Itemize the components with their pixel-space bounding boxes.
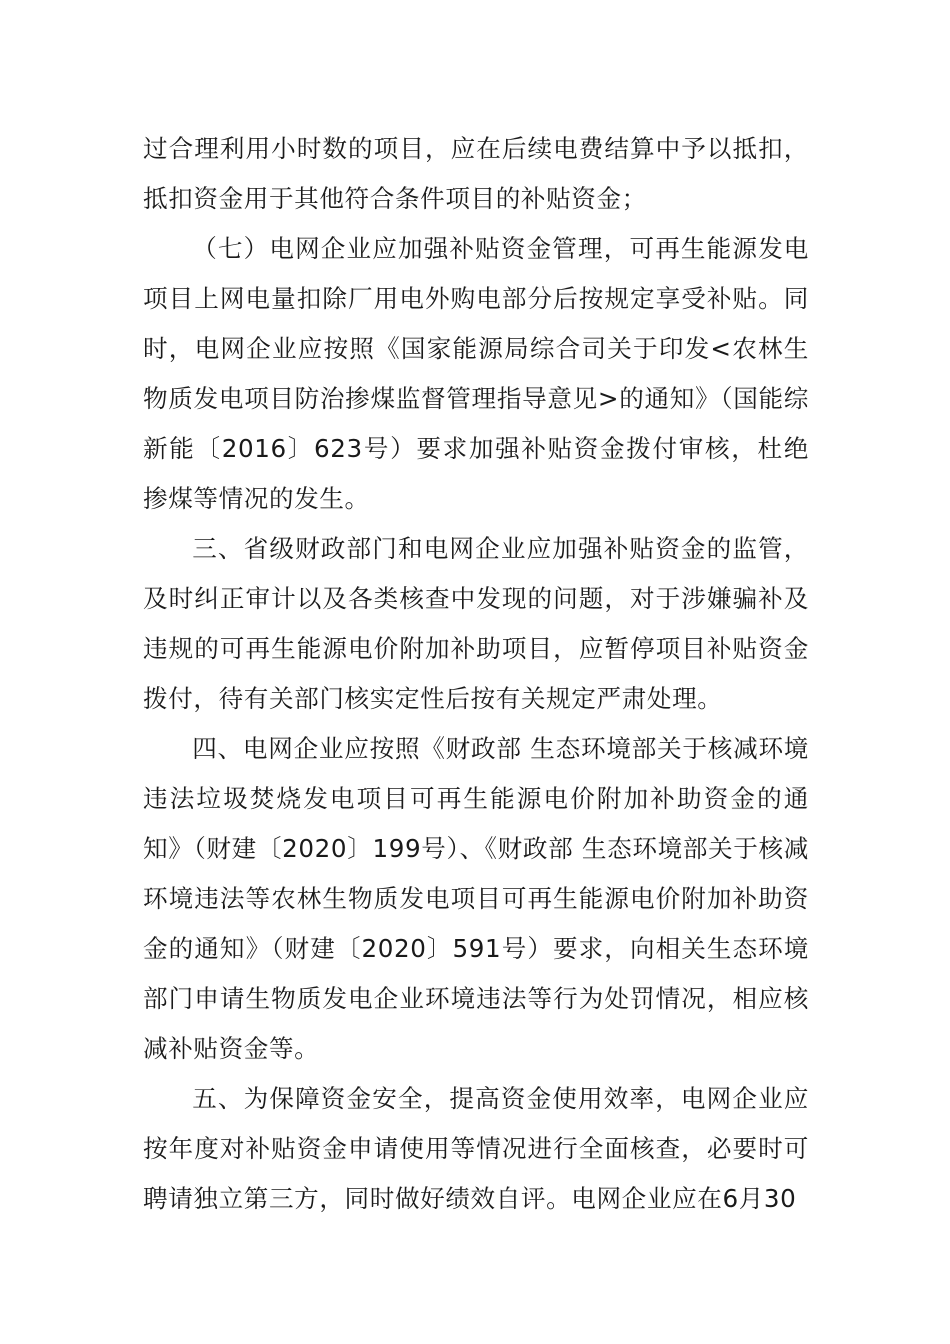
document-body: [143, 124, 809, 1224]
paragraph-section-three: 三、省级财政部门和电网企业应加强补贴资金的监管，及时纠正审计以及各类核查中发现的问题，对于涉嫌骗补及违规的可再生能源电价附加补助项目，应暂停项目补贴资金拨付，待有关部门核实定性后按有关规定严肃处理。: [143, 534, 809, 713]
paragraph-item-seven: （七）电网企业应加强补贴资金管理，可再生能源发电项目上网电量扣除厂用电外购电部分后按规定享受补贴。同时，电网企业应按照《国家能源局综合司关于印发<农林生物质发电项目防治掺煤监督管理指导意见>的通知》（国能综新能〔2016〕623号）要求加强补贴资金拨付审核，杜绝掺煤等情况的发生。: [143, 234, 809, 513]
paragraph-section-five: 五、为保障资金安全，提高资金使用效率，电网企业应按年度对补贴资金申请使用等情况进行全面核查，必要时可聘请独立第三方，同时做好绩效自评。电网企业应在6月30: [143, 1084, 809, 1213]
paragraph-section-four: 四、电网企业应按照《财政部 生态环境部关于核减环境违法垃圾焚烧发电项目可再生能源电价附加补助资金的通知》（财建〔2020〕199号）、《财政部 生态环境部关于核减环境违法等农林生物质发电项目可再生能源电价附加补助资金的通知》（财建〔2020〕591号）要求，向相关生态环境部门申请生物质发电企业环境违法等行为处罚情况，相应核减补贴资金等。: [143, 734, 809, 1063]
paragraph-continuation: 过合理利用小时数的项目，应在后续电费结算中予以抵扣，抵扣资金用于其他符合条件项目的补贴资金；: [143, 134, 809, 213]
